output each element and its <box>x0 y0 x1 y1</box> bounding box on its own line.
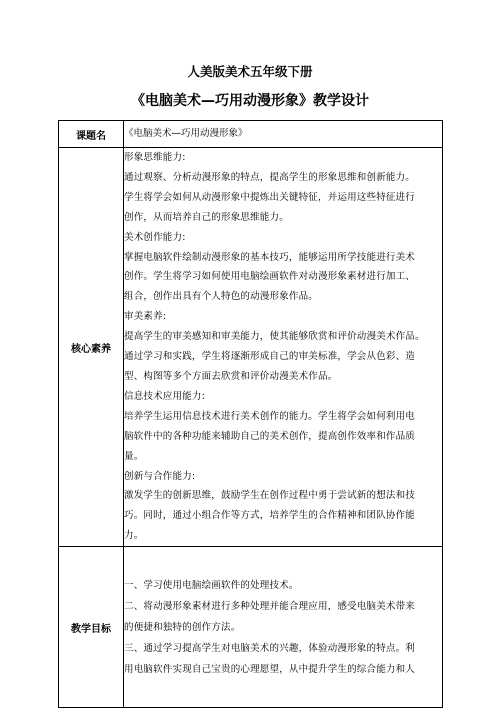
goal-line: 一、学习使用电脑绘画软件的处理技术。 <box>124 579 299 591</box>
section-heading-innovation-cooperation: 创新与合作能力: <box>124 470 196 482</box>
section-line: 激发学生的创新思维，鼓励学生在创作过程中勇于尝试新的想法和技 <box>124 490 416 502</box>
section-heading-it-application: 信息技术应用能力: <box>124 390 206 402</box>
table-row-core-literacy <box>59 148 443 547</box>
teaching-goals-content <box>124 547 443 708</box>
section-line: 脑软件中的各种功能来辅助自己的美术创作，提高创作效率和作品质 <box>124 430 416 442</box>
section-line: 创作，从而培养自己的形象思维能力。 <box>124 211 289 223</box>
section-heading-aesthetic: 审美素养: <box>124 311 167 323</box>
goal-line: 的便捷和独特的创作方法。 <box>124 621 241 633</box>
core-literacy-content <box>124 148 443 547</box>
section-line: 学生将学会如何从动漫形象中提炼出关键特征，并运用这些特征进行 <box>124 191 416 203</box>
goal-line: 三、通过学习提高学生对电脑美术的兴趣，体验动漫形象的特点。利 <box>124 642 416 654</box>
label-core-literacy: 核心素养 <box>59 148 124 547</box>
goal-line: 用电脑软件实现自己宝贵的心理愿望，从中提升学生的综合能力和人 <box>124 663 416 675</box>
value-lesson-name: 《电脑美术—巧用动漫形象》 <box>124 121 443 148</box>
document-title: 《电脑美术—巧用动漫形象》教学设计 <box>131 93 369 109</box>
label-lesson-name: 课题名 <box>59 121 124 148</box>
section-line: 培养学生运用信息技术进行美术创作的能力。学生将学会如何利用电 <box>124 410 416 422</box>
section-line: 组合，创作出具有个人特色的动漫形象作品。 <box>124 291 319 303</box>
section-line: 力。 <box>124 530 144 542</box>
table-row-lesson-name <box>59 121 443 148</box>
document-subtitle: 人美版美术五年级下册 <box>187 64 313 79</box>
section-heading-imagery-thinking: 形象思维能力: <box>124 152 186 163</box>
goal-line: 二、将动漫形象素材进行多种处理并能合理应用，感受电脑美术带来 <box>124 600 416 612</box>
table-row-teaching-goals <box>59 547 443 708</box>
section-line: 通过学习和实践，学生将逐渐形成自己的审美标准，学会从色彩、造 <box>124 351 416 363</box>
section-line: 通过观察、分析动漫形象的特点，提高学生的形象思维和创新能力。 <box>124 171 416 183</box>
section-line: 创作。学生将学习如何使用电脑绘画软件对动漫形象素材进行加工、 <box>124 271 416 283</box>
lesson-plan-table <box>58 120 443 708</box>
section-line: 量。 <box>124 450 144 462</box>
section-heading-art-creation: 美术创作能力: <box>124 231 186 243</box>
section-line: 型、构图等多个方面去欣赏和评价动漫美术作品。 <box>124 370 338 382</box>
label-teaching-goals: 教学目标 <box>59 547 124 708</box>
section-line: 掌握电脑软件绘制动漫形象的基本技巧，能够运用所学技能进行美术 <box>124 251 416 263</box>
section-line: 巧。同时，通过小组合作等方式，培养学生的合作精神和团队协作能 <box>124 510 416 522</box>
section-line: 提高学生的审美感知和审美能力，使其能够欣赏和评价动漫美术作品。 <box>124 331 425 343</box>
